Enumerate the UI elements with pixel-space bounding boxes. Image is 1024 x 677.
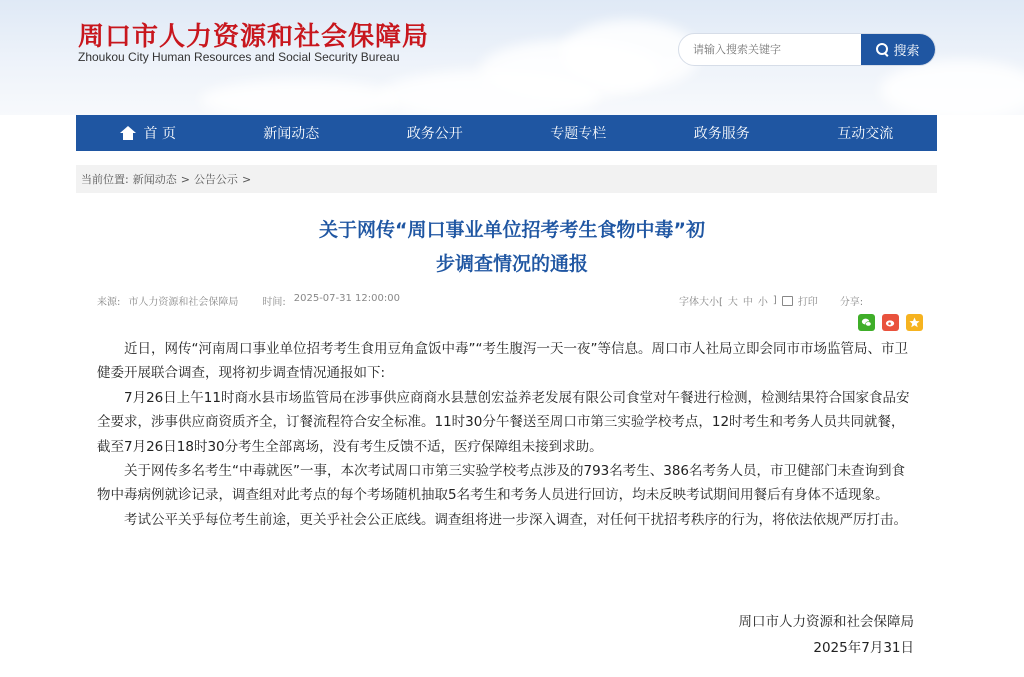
article-paragraph: 7月26日上午11时商水县市场监管局在涉事供应商商水县慧创宏益养老发展有限公司食堂对午餐进行检测，检测结果符合国家食品安全要求，涉事供应商资质齐全，订餐流程符合安全标准。11时30分午餐送至周口市第三实验学校考点，12时考生和考务人员共同就餐，截至7月26日18时30分考生全部离场，没有考生反馈不适，医疗保障组未接到求助。 [97, 389, 910, 455]
nav-item-label: 专题专栏 [550, 126, 607, 142]
nav-item-label: 首 页 [143, 126, 176, 142]
article-date: 2025年7月31日 [813, 640, 914, 656]
article-signature: 周口市人力资源和社会保障局 [738, 614, 914, 630]
nav-item-topics[interactable] [507, 115, 651, 151]
search-button-label: 搜索 [893, 44, 920, 59]
site-title[interactable]: 周口市人力资源和社会保障局 [78, 22, 430, 52]
site-subtitle: Zhoukou City Human Resources and Social Security Bureau [78, 50, 400, 64]
main-nav [76, 115, 937, 151]
breadcrumb-prefix: 当前位置: [81, 173, 129, 186]
article-paragraph: 考试公平关乎每位考生前途，更关乎社会公正底线。调查组将进一步深入调查，对任何干扰招考秩序的行为，将依法依规严厉打击。 [124, 511, 907, 528]
font-size-label: 字体大小[ [679, 297, 723, 308]
breadcrumb [76, 165, 937, 193]
search-box [678, 33, 936, 66]
article-meta [97, 293, 400, 308]
cloud-decoration [200, 80, 400, 115]
time-label: 时间: [262, 297, 286, 308]
print-icon[interactable] [782, 296, 793, 306]
home-icon [120, 126, 136, 140]
article-tools [679, 293, 863, 308]
article-paragraph: 关于网传多名考生“中毒就医”一事，本次考试周口市第三实验学校考点涉及的793名考生、386名考务人员，市卫健部门未查询到食物中毒病例就诊记录，调查组对此考点的每个考场随机抽取5名考生和考务人员进行回访，均未反映考试期间用餐后有身体不适现象。 [97, 463, 906, 504]
nav-item-services[interactable] [650, 115, 794, 151]
nav-item-home[interactable] [76, 115, 220, 151]
nav-item-news[interactable] [220, 115, 364, 151]
article-paragraph: 近日，网传“河南周口事业单位招考考生食用豆角盒饭中毒”“考生腹泻一天一夜”等信息。周口市人社局立即会同市市场监管局、市卫健委开展联合调查，现将初步调查情况通报如下: [97, 341, 908, 382]
article-body [97, 337, 917, 532]
weibo-share-icon[interactable] [882, 314, 899, 331]
source-label: 来源: [97, 297, 121, 308]
share-buttons [858, 314, 923, 331]
time-value: 2025-07-31 12:00:00 [293, 293, 400, 304]
search-input[interactable] [679, 34, 863, 65]
source-value: 市人力资源和社会保障局 [128, 297, 239, 308]
nav-item-label: 政务公开 [406, 126, 463, 142]
search-icon [876, 43, 889, 56]
font-medium-button[interactable]: 中 [742, 297, 753, 308]
font-size-close: ] [772, 295, 777, 306]
qzone-share-icon[interactable] [906, 314, 923, 331]
font-large-button[interactable]: 大 [727, 297, 738, 308]
breadcrumb-link-news[interactable]: 新闻动态 [132, 173, 177, 186]
nav-item-label: 互动交流 [837, 126, 894, 142]
header-banner [0, 0, 1024, 115]
breadcrumb-separator: > [241, 172, 252, 186]
article-title [200, 213, 824, 281]
breadcrumb-separator: > [180, 172, 190, 186]
breadcrumb-link-announcements[interactable]: 公告公示 [193, 173, 238, 186]
nav-item-interaction[interactable] [794, 115, 938, 151]
font-small-button[interactable]: 小 [757, 297, 768, 308]
nav-item-label: 新闻动态 [263, 126, 320, 142]
share-label: 分享: [839, 297, 864, 308]
cloud-decoration [880, 60, 1024, 115]
nav-item-gov-affairs[interactable] [363, 115, 507, 151]
cloud-decoration [380, 70, 600, 115]
nav-item-label: 政务服务 [693, 126, 750, 142]
search-button[interactable] [861, 34, 935, 65]
print-button[interactable]: 打印 [797, 297, 818, 308]
article-title-line: 步调查情况的通报 [435, 253, 588, 275]
wechat-share-icon[interactable] [858, 314, 875, 331]
article-title-line: 关于网传“周口事业单位招考考生食物中毒”初 [319, 219, 705, 241]
